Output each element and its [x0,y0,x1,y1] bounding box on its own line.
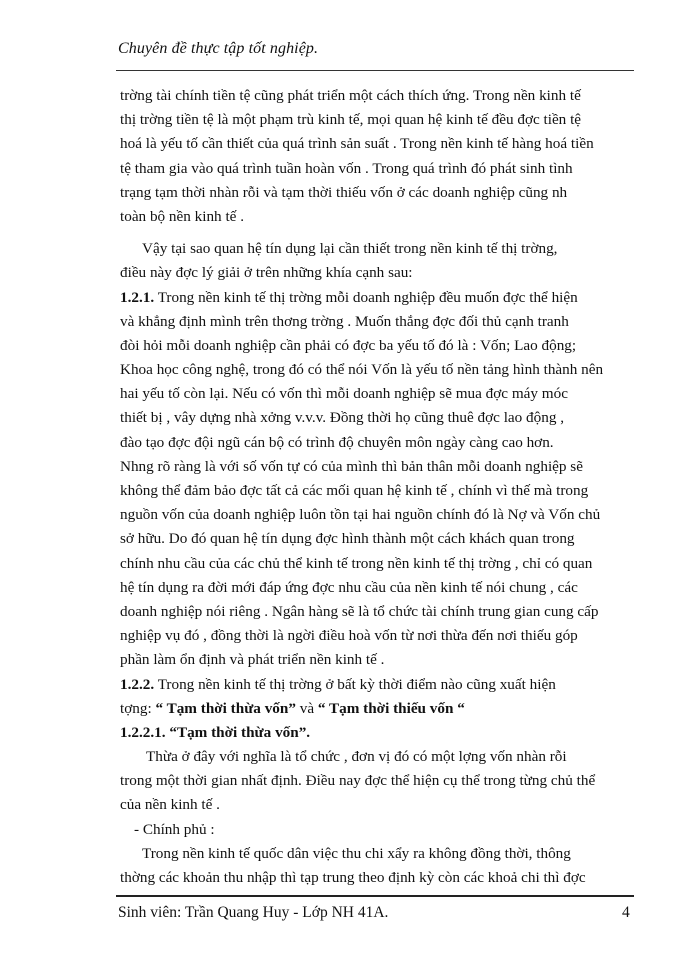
paragraph-line: thờng các khoản thu nhập thì tạp trung theo định kỳ còn các khoả chi thì đợc [120,869,586,886]
section-text: Trong nền kinh tế thị trờng mỗi doanh nghiệp đều muốn đợc thể hiện [154,288,578,306]
paragraph-line: hoá là yếu tố cần thiết của quá trình sản suất . Trong nền kinh tế hàng hoá tiền [120,135,594,153]
paragraph-line: trong một thời gian nhất định. Điều nay đợc thể hiện cụ thể trong từng chủ thể [120,772,596,790]
paragraph-line: Vậy tại sao quan hệ tín dụng lại cần thiết trong nền kinh tế thị trờng, [142,240,558,258]
section-text: Trong nền kinh tế thị trờng ở bất kỳ thời điểm nào cũng xuất hiện [154,675,556,693]
section-number: 1.2.1. [120,288,155,306]
paragraph-line: toàn bộ nền kinh tế . [120,207,245,225]
paragraph-line: thị trờng tiền tệ là một phạm trù kinh tế, mọi quan hệ kinh tế đều đợc tiền tệ [120,111,582,129]
paragraph-line: Nhng rõ ràng là với số vốn tự có của mình thì bản thân mỗi doanh nghiệp sẽ [120,457,583,475]
section-1-2-2-1-heading: 1.2.2.1. “Tạm thời thừa vốn”. [120,723,311,741]
paragraph-line: trờng tài chính tiền tệ cũng phát triển một cách thích ứng. Trong nền kinh tế [120,87,581,104]
bold-term: “ Tạm thời thiếu vốn “ [317,699,465,717]
bold-term: “ Tạm thời thừa vốn” [155,699,296,717]
paragraph-line: nguồn vốn của doanh nghiệp luôn tồn tại hai nguồn chính đó là Nợ và Vốn chủ [120,506,601,524]
text-span: tợng: [120,699,156,717]
page-number: 4 [622,904,630,921]
header-title: Chuyên đề thực tập tốt nghiệp. [118,40,319,57]
paragraph-line: không thể đảm bảo đợc tất cả các mối quan hệ kinh tế , chính vì thế mà trong [120,482,589,499]
header-divider [116,70,634,71]
section-1-2-2-line [120,673,636,697]
paragraph-line: nghiệp vụ đó , đồng thời là ngời điều hoà vốn từ nơi thừa đến nơi thiếu góp [120,627,578,645]
paragraph-line [120,697,636,721]
text-span: và [295,699,318,717]
footer-divider [116,895,634,897]
paragraph-line: sở hữu. Do đó quan hệ tín dụng đợc hình thành một cách khách quan trong [120,530,575,548]
paragraph-line: hệ tín dụng ra đời mới đáp ứng đợc nhu cầu của nền kinh tế nói chung , các [120,578,578,596]
paragraph-line: trạng tạm thời nhàn rỗi và tạm thời thiếu vốn ở các doanh nghiệp cũng nh [120,183,568,201]
section-number: 1.2.2. [120,675,155,693]
footer-author: Sinh viên: Trần Quang Huy - Lớp NH 41A. [118,904,389,921]
document-body [120,84,636,890]
paragraph-line: Thừa ở đây với nghĩa là tổ chức , đơn vị đó có một lợng vốn nhàn rỗi [146,748,567,766]
section-1-2-1-line [120,286,636,310]
paragraph-line: điều này đợc lý giải ở trên những khía cạnh sau: [120,264,413,282]
paragraph-line: của nền kinh tế . [120,796,220,814]
paragraph-line: Khoa học công nghệ, trong đó có thể nói Vốn là yếu tố nền tảng hình thành nên [120,361,604,379]
paragraph-line: tệ tham gia vào quá trình tuần hoàn vốn . Trong quá trình đó phát sinh tình [120,159,573,177]
paragraph-line: đào tạo đợc đội ngũ cán bộ có trình độ chuyên môn ngày càng cao hơn. [120,433,554,451]
paragraph-line: doanh nghiệp nói riêng . Ngân hàng sẽ là tổ chức tài chính trung gian cung cấp [120,602,599,620]
paragraph-line: phần làm ổn định và phát triển nền kinh tế . [120,651,385,669]
paragraph-line: thiết bị , vây dựng nhà xởng v.v.v. Đồng thời họ cũng thuê đợc lao động , [120,409,565,427]
paragraph-line: hai yếu tố còn lại. Nếu có vốn thì mỗi doanh nghiệp sẽ mua đợc máy móc [120,385,568,403]
subheading-chinh-phu: - Chính phủ : [134,820,215,838]
paragraph-line: và khẳng định mình trên thơng trờng . Muốn thắng đợc đối thủ cạnh tranh [120,312,569,330]
paragraph-line: đòi hỏi mỗi doanh nghiệp cần phải có đợc ba yếu tố đó là : Vốn; Lao động; [120,336,577,354]
paragraph-line: chính nhu cầu của các chủ thể kinh tế trong nền kinh tế thị trờng , chỉ có quan [120,554,593,572]
paragraph-line: Trong nền kinh tế quốc dân việc thu chi xẩy ra không đồng thời, thông [142,844,571,862]
